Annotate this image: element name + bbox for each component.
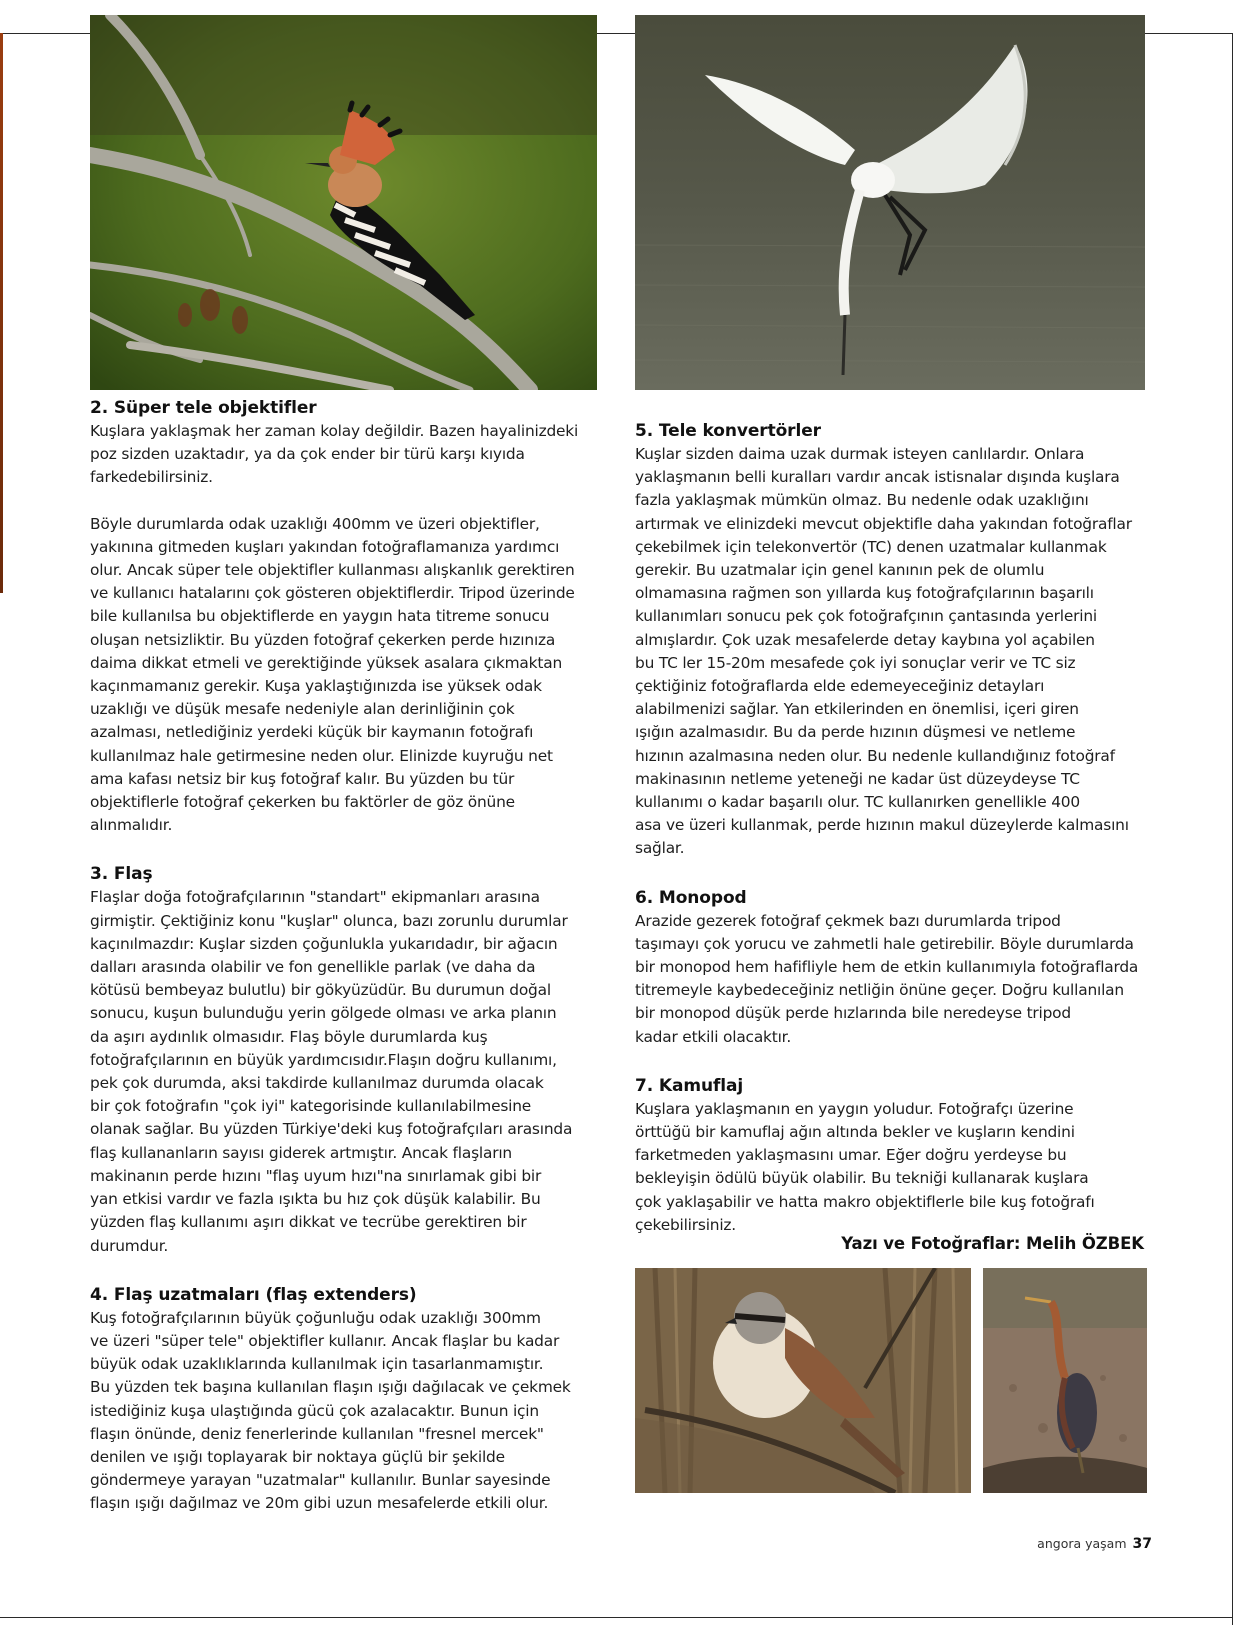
- egret-in-flight-photo: [635, 15, 1145, 390]
- page-number: 37: [1132, 1536, 1152, 1552]
- paragraph-flash-extenders: Kuş fotoğrafçılarının büyük çoğunluğu odak uzaklığı 300mm ve üzeri "süper tele" objektifler kullanır. Ancak flaşlar bu kadar büyük odak uzaklıklarında kullanılmak için tasarlanmamıştır. Bu yüzden tek başına kullanılan flaşın ışığı dağılacak ve çekmek istediğiniz kuşa ulaştığında gücü çok azalacaktır. Bunun için flaşın önünde, deniz fenerlerinde kullanılan "fresnel mercek" denilen ve ışığı toplayarak bir noktaya güçlü bir şekilde göndermeye yarayan "uzatmalar" kullanılır. Bunlar sayesinde flaşın ışığı dağılmaz ve 20m gibi uzun mesafelerde etkili olur.: [90, 1308, 571, 1513]
- section-title-super-tele: 2. Süper tele objektifler: [90, 398, 317, 418]
- page-footer: [1037, 1536, 1152, 1552]
- section-title-flash-extenders: 4. Flaş uzatmaları (flaş extenders): [90, 1284, 417, 1305]
- paragraph-camouflage: Kuşlara yaklaşmanın en yaygın yoludur. Fotoğrafçı üzerine örttüğü bir kamuflaj ağın altında bekler ve kuşların kendini farketmeden yaklaşmasını umar. Eğer doğru yerdeyse bu bekleyişin ödülü büyük olabilir. Bu tekniği kullanarak kuşlara çok yaklaşabilir ve hatta makro objektiflerle bile kuş fotoğrafı çekebilirsiniz.: [635, 1099, 1095, 1234]
- page-edge-accent: [0, 33, 3, 593]
- magazine-name: angora yaşam: [1037, 1536, 1127, 1551]
- frame-top-middle: [597, 33, 635, 34]
- section-title-tele-converters: 5. Tele konvertörler: [635, 421, 821, 441]
- paragraph-flash: Flaşlar doğa fotoğrafçılarının "standart" ekipmanları arasına girmiştir. Çektiğiniz konu "kuşlar" olunca, bazı zorunlu durumlar kaçınılmazdır: Kuşlar sizden çoğunlukla yukarıdadır, bir ağacın dalları arasında olabilir ve fon genellikle parlak (ve daha da kötüsü bembeyaz bulutlu) bir gökyüzüdür. Bu durumun doğal sonucu, kuşun bulunduğu yerin gölgede olması ve arka planın da aşırı aydınlık olmasıdır. Flaş böyle durumlarda kuş fotoğrafçılarının en büyük yardımcısıdır.Flaşın doğru kullanımı, pek çok durumda, aksi takdirde kullanılmaz durumda olacak bir çok fotoğrafın "çok iyi" kategorisinde kullanılabilmesine olanak sağlar. Bu yüzden Türkiye'deki kuş fotoğrafçıları arasında flaş kullananların sayısı giderek artmıştır. Ancak flaşların makinanın perde hızını "flaş uyum hızı"na sınırlamak gibi bir yan etkisi vardır ve fazla ışıkta bu hız çok düşük kalabilir. Bu yüzden flaş kullanımı aşırı dikkat ve tecrübe gerektiren bir durumdur.: [90, 888, 573, 1255]
- hoopoe-bird-photo: [90, 15, 597, 390]
- section-title-monopod: 6. Monopod: [635, 887, 747, 908]
- paragraph-super-tele-2: Böyle durumlarda odak uzaklığı 400mm ve üzeri objektifler, yakınına gitmeden kuşları yakından fotoğraflamanıza yardımcı olur. Ancak süper tele objektifler kullanması alışkanlık gerektiren ve kullanıcı hatalarını çok gösteren objektiflerdir. Tripod üzerinde bile kullanılsa bu objektiflerde en yaygın hata titreme sonucu oluşan netsizliktir. Bu yüzden fotoğraf çekerken perde hızınıza daima dikkat etmeli ve gerektiğinde yüksek asalara çıkmaktan kaçınmamanız gerekir. Kuşa yaklaştığınızda ise yüksek odak uzaklığı ve düşük mesafe nedeniyle alan derinliğinin çok azalması, netlediğiniz yerdeki küçük bir kaymanın fotoğrafı kullanılmaz hale getirmesine neden olur. Elinizde kuyruğu net ama kafası netsiz bir kuş fotoğraf kalır. Bu yüzden bu tür objektiflerle fotoğraf çekerken bu faktörler de göz önüne alınmalıdır.: [90, 514, 575, 835]
- frame-right-edge: [1232, 33, 1233, 1625]
- paragraph-monopod: Arazide gezerek fotoğraf çekmek bazı durumlarda tripod taşımayı çok yorucu ve zahmetli hale getirebilir. Böyle durumlarda bir monopod hem hafifliyle hem de etkin kullanımıyla fotoğraflarda titremeyle kaybedeceğiniz netliğin önüne geçer. Doğru kullanılan bir monopod düşük perde hızlarında bile neredeyse tripod kadar etkili olacaktır.: [635, 911, 1139, 1046]
- frame-bottom: [0, 1617, 1233, 1618]
- paragraph-super-tele-1: Kuşlara yaklaşmak her zaman kolay değildir. Bazen hayalinizdeki poz sizden uzaktadır, ya da çok ender bir türü karşı kıyıda farkedebilirsiniz.: [90, 422, 579, 487]
- section-title-camouflage: 7. Kamuflaj: [635, 1075, 744, 1096]
- frame-top-left: [0, 33, 90, 34]
- shrike-on-branch-photo: [635, 1268, 971, 1493]
- purple-heron-photo: [983, 1268, 1147, 1493]
- frame-top-right: [1145, 33, 1233, 34]
- author-credit: Yazı ve Fotoğraflar: Melih ÖZBEK: [841, 1234, 1144, 1253]
- left-column: [90, 397, 600, 1539]
- paragraph-tele-converters: Kuşlar sizden daima uzak durmak isteyen canlılardır. Onlara yaklaşmanın belli kuralları vardır ancak istisnalar dışında kuşlara fazla yaklaşmak mümkün olmaz. Bu nedenle odak uzaklığını artırmak ve elinizdeki mevcut objektifle daha yakından fotoğraflar çekebilmek için telekonvertör (TC) denen uzatmalar kullanmak gerekir. Bu uzatmalar için genel kanının pek de olumlu olmamasına rağmen son yıllarda kuş fotoğrafçılarının başarılı kullanımları sonucu pek çok fotoğrafçının çantasında yerlerini almışlardır. Çok uzak mesafelerde detay kaybına yol açabilen bu TC ler 15-20m mesafede çok iyi sonuçlar verir ve TC siz çektiğiniz fotoğraflarda elde edemeyeceğiniz detayları alabilmenizi sağlar. Yan etkilerinden en önemlisi, içeri giren ışığın azalmasıdır. Bu da perde hızının düşmesi ve netleme hızının azalmasına neden olur. Bu nedenle kullandığınız fotoğraf makinasının netleme yeteneği ne kadar üst düzeydeyse TC kullanımı o kadar başarılı olur. TC kullanırken genellikle 400 asa ve üzeri kullanmak, perde hızının makul düzeylerde kalmasını sağlar.: [635, 445, 1132, 858]
- right-column: [635, 420, 1147, 1260]
- section-title-flash: 3. Flaş: [90, 864, 153, 885]
